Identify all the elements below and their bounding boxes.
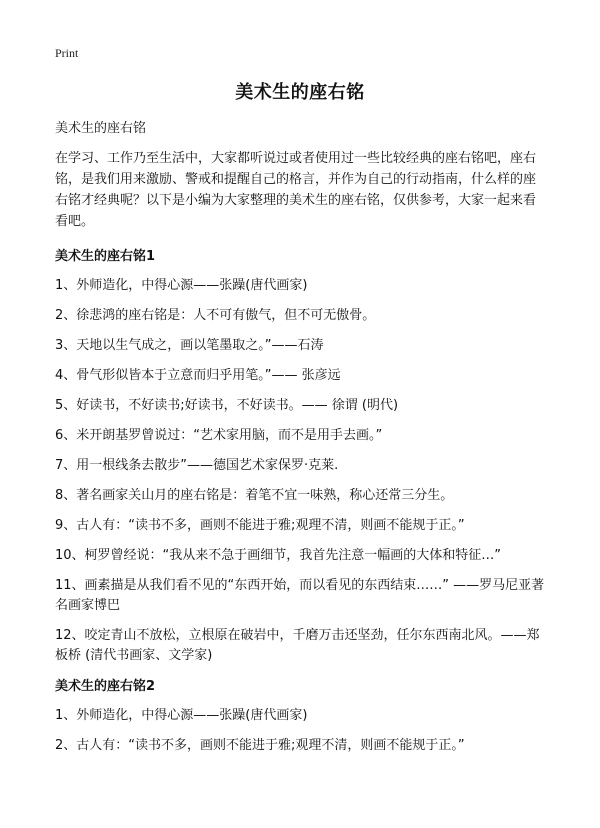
list-item: 9、古人有：“读书不多，画则不能进于雅;观理不清，则画不能规于正。” [55,518,465,533]
intro-paragraph: 在学习、工作乃至生活中，大家都听说过或者使用过一些比较经典的座右铭吧，座右铭，是我们用来激励、警戒和提醒自己的格言，并作为自己的行动指南，什么样的座右铭才经典呢？以下是小编为大家整理的美术生的座右铭，仅供参考，大家一起来看看吧。 [55,151,537,229]
list-item: 6、米开朗基罗曾说过：“艺术家用脑，而不是用手去画。” [55,428,383,443]
motto-list [55,276,547,666]
list-item: 3、天地以生气成之，画以笔墨取之。”——石涛 [55,338,324,353]
list-item: 12、咬定青山不放松，立根原在破岩中，千磨万击还坚劲，任尔东西南北风。——郑板桥 (清代书画家、文学家) [55,628,540,663]
list-item: 10、柯罗曾经说：“我从来不急于画细节，我首先注意一幅画的大体和特征…” [55,548,502,563]
list-item: 8、著名画家关山月的座右铭是：着笔不宜一味熟，称心还常三分生。 [55,488,454,503]
motto-list [55,706,547,756]
list-item: 7、用一根线条去散步”——德国艺术家保罗·克莱. [55,458,339,473]
list-item: 5、好读书，不好读书;好读书，不好读书。—— 徐谓 (明代) [55,398,399,413]
section-heading: 美术生的座右铭2 [55,679,156,694]
list-item: 2、古人有：“读书不多，画则不能进于雅;观理不清，则画不能规于正。” [55,738,465,753]
document-subtitle: 美术生的座右铭 [55,121,147,136]
list-item: 1、外师造化，中得心源——张躁(唐代画家) [55,708,308,723]
page-title: 美术生的座右铭 [235,82,365,103]
list-item: 1、外师造化，中得心源——张躁(唐代画家) [55,278,308,293]
document-body [55,118,547,766]
list-item: 2、徐悲鸿的座右铭是：人不可有傲气，但不可无傲骨。 [55,308,376,323]
print-label[interactable]: Print [55,46,79,60]
section-heading: 美术生的座右铭1 [55,249,156,264]
list-item: 4、骨气形似皆本于立意而归乎用笔。”—— 张彦远 [55,368,341,383]
list-item: 11、画素描是从我们看不见的“东西开始，而以看见的东西结束……” ——罗马尼亚著名画家博巴 [55,578,545,613]
